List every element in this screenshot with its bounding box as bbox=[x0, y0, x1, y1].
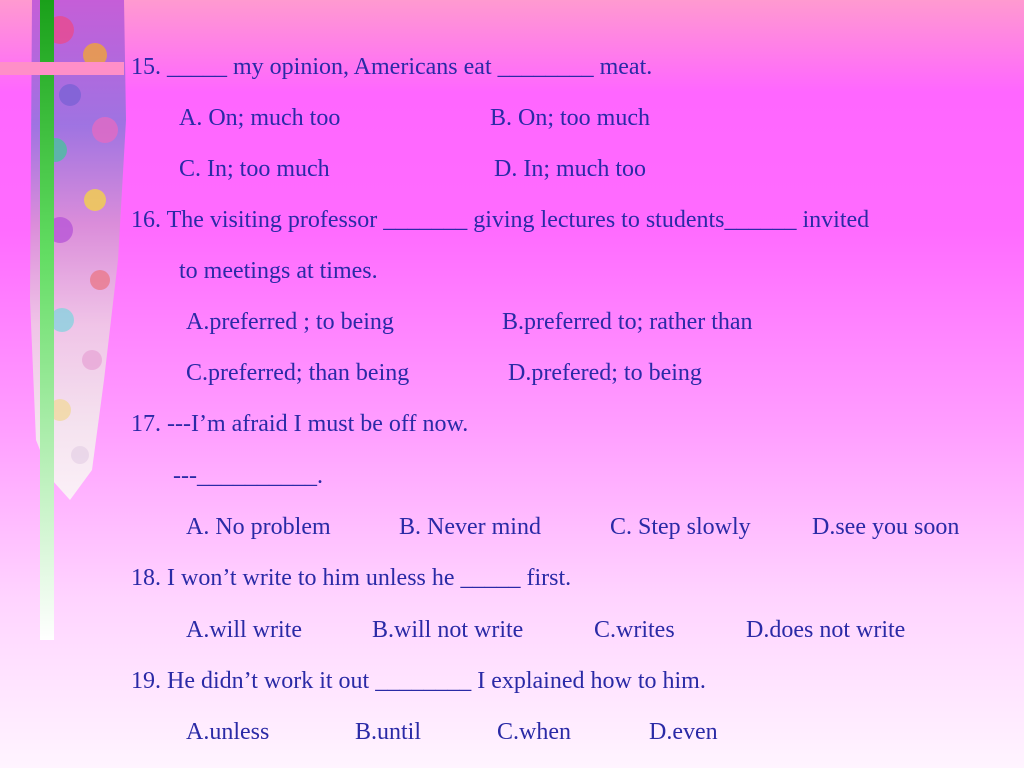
question-19-option-c: C.when bbox=[497, 719, 571, 745]
question-17-option-a: A. No problem bbox=[186, 514, 331, 540]
question-16-stem: 16. The visiting professor _______ giving lectures to students______ invited bbox=[131, 207, 870, 233]
question-15-option-b: B. On; too much bbox=[490, 105, 650, 131]
question-15-option-c: C. In; too much bbox=[179, 156, 330, 182]
question-18-option-d: D.does not write bbox=[746, 617, 906, 643]
question-16-option-c: C.preferred; than being bbox=[186, 360, 410, 386]
question-19-option-a: A.unless bbox=[186, 719, 270, 745]
question-19-option-b: B.until bbox=[355, 719, 422, 745]
question-18-stem: 18. I won’t write to him unless he _____ first. bbox=[131, 565, 572, 591]
question-15-option-a: A. On; much too bbox=[179, 105, 341, 131]
question-16-option-d: D.prefered; to being bbox=[508, 360, 702, 386]
question-15-option-d: D. In; much too bbox=[494, 156, 646, 182]
question-18-option-c: C.writes bbox=[594, 617, 675, 643]
question-19-stem: 19. He didn’t work it out ________ I explained how to him. bbox=[131, 668, 706, 694]
question-19-option-d: D.even bbox=[649, 719, 718, 745]
question-18-option-a: A.will write bbox=[186, 617, 302, 643]
question-17-stem: 17. ---I’m afraid I must be off now. bbox=[131, 411, 469, 437]
question-17-option-d: D.see you soon bbox=[812, 514, 960, 540]
question-15-stem: 15. _____ my opinion, Americans eat ________ meat. bbox=[131, 54, 653, 80]
question-17-stem-continued: ---__________. bbox=[173, 463, 323, 489]
question-18-option-b: B.will not write bbox=[372, 617, 524, 643]
question-16-option-b: B.preferred to; rather than bbox=[502, 309, 753, 335]
question-17-option-c: C. Step slowly bbox=[610, 514, 751, 540]
question-16-option-a: A.preferred ; to being bbox=[186, 309, 394, 335]
floral-mosaic-strip-icon bbox=[0, 0, 130, 768]
question-16-stem-continued: to meetings at times. bbox=[179, 258, 378, 284]
question-17-option-b: B. Never mind bbox=[399, 514, 541, 540]
